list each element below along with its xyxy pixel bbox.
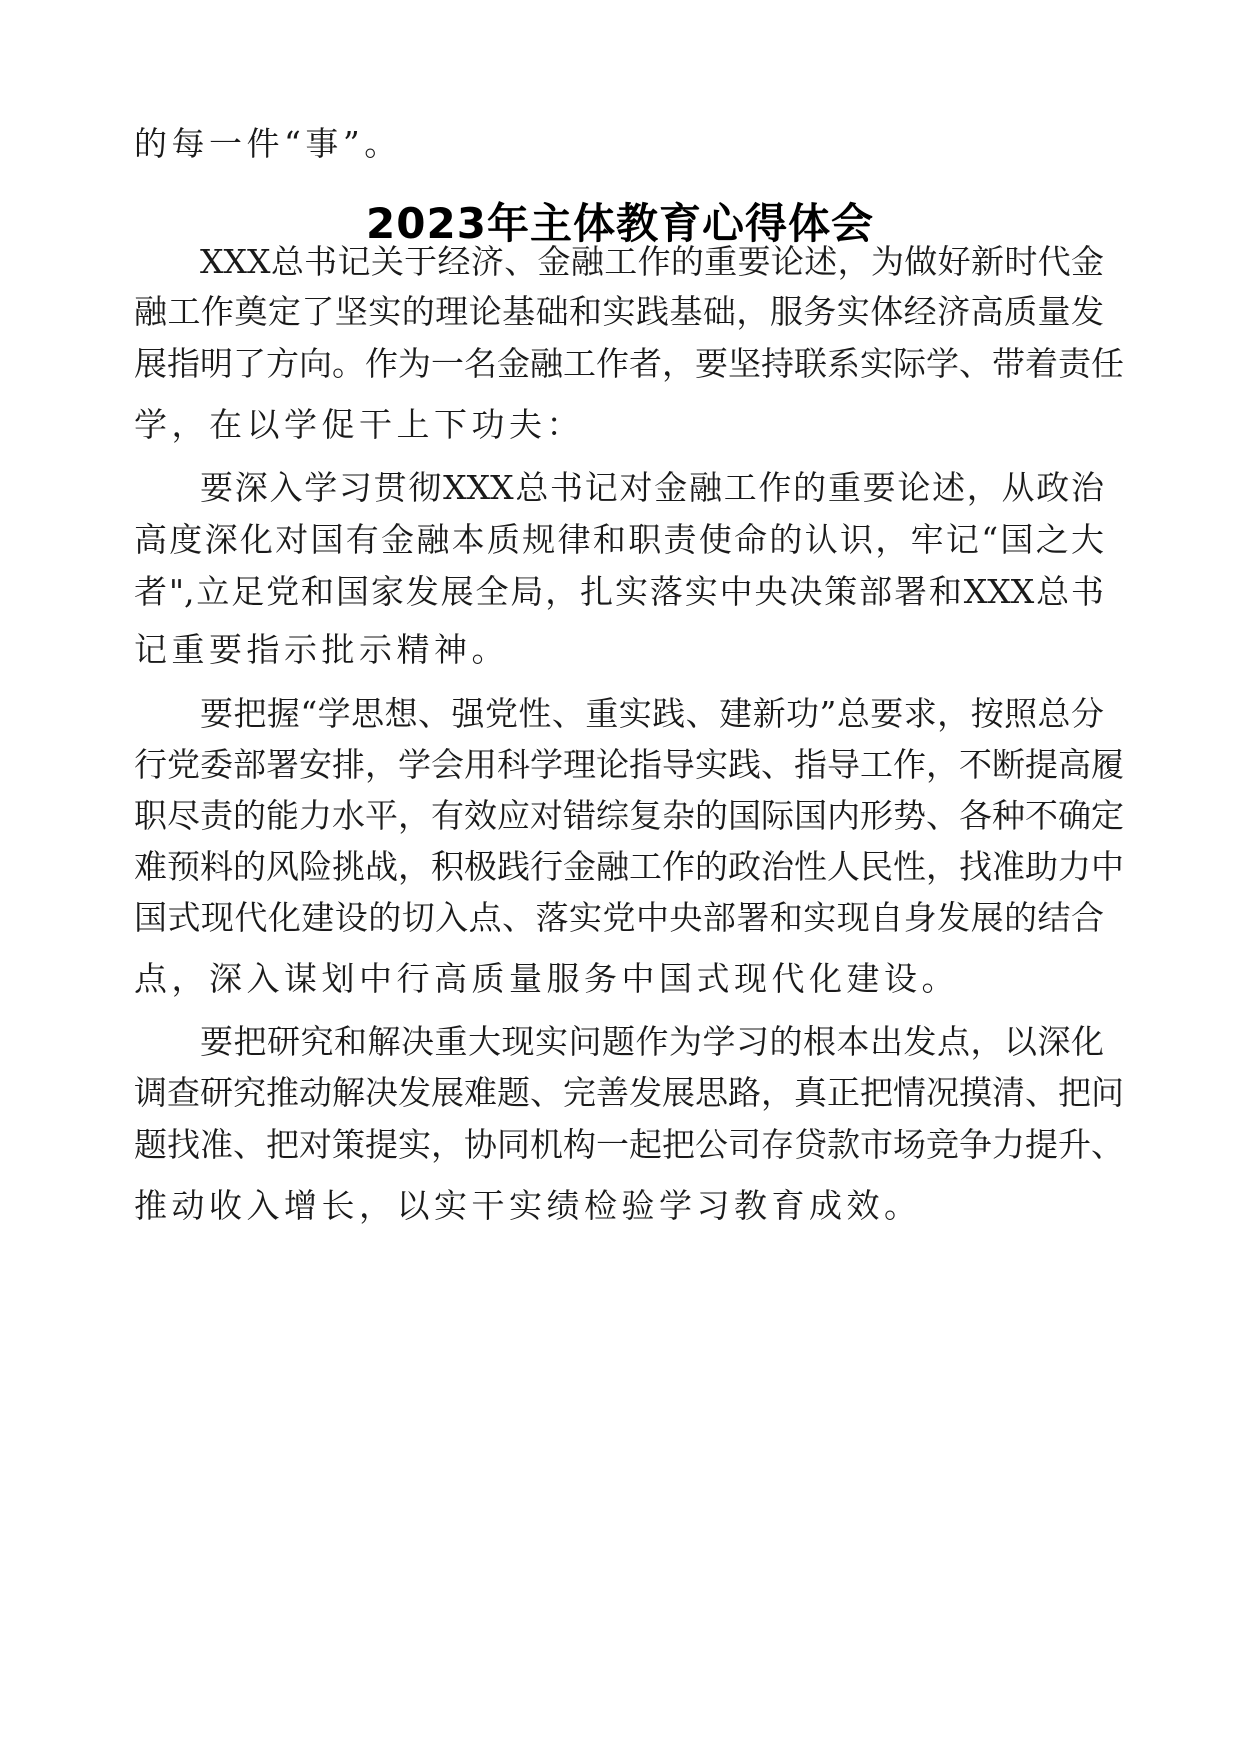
paragraph-line: 行党委部署安排，学会用科学理论指导实践、指导工作，不断提高履: [134, 745, 1124, 784]
paragraph-line: 题找准、把对策提实，协同机构一起把公司存贷款市场竞争力提升、: [134, 1125, 1124, 1164]
paragraph-line: 点，深入谋划中行高质量服务中国式现代化建设。: [134, 959, 959, 998]
document-title: 2023年主体教育心得体会: [366, 199, 874, 248]
paragraph-line: 要把研究和解决重大现实问题作为学习的根本出发点，以深化: [200, 1022, 1104, 1061]
paragraph-line: 者",立足党和国家发展全局，扎实落实中央决策部署和XXX总书: [134, 572, 1104, 611]
paragraph-line: XXX总书记关于经济、金融工作的重要论述，为做好新时代金: [200, 242, 1104, 281]
paragraph-line: 推动收入增长，以实干实绩检验学习教育成效。: [134, 1186, 922, 1225]
carryover-line: 的每一件“事”。: [134, 124, 402, 163]
paragraph-line: 展指明了方向。作为一名金融工作者，要坚持联系实际学、带着责任: [134, 344, 1124, 383]
paragraph-line: 调查研究推动解决发展难题、完善发展思路，真正把情况摸清、把问: [134, 1073, 1124, 1112]
paragraph-line: 难预料的风险挑战，积极践行金融工作的政治性人民性，找准助力中: [134, 847, 1124, 886]
paragraph-line: 记重要指示批示精神。: [134, 630, 509, 669]
paragraph-line: 学，在以学促干上下功夫：: [134, 405, 584, 444]
paragraph-line: 国式现代化建设的切入点、落实党中央部署和实现自身发展的结合: [134, 898, 1104, 937]
paragraph-line: 要把握“学思想、强党性、重实践、建新功”总要求，按照总分: [200, 694, 1104, 733]
paragraph-line: 要深入学习贯彻XXX总书记对金融工作的重要论述，从政治: [200, 468, 1104, 507]
paragraph-line: 融工作奠定了坚实的理论基础和实践基础，服务实体经济高质量发: [134, 292, 1104, 331]
paragraph-line: 高度深化对国有金融本质规律和职责使命的认识，牢记“国之大: [134, 520, 1104, 559]
paragraph-line: 职尽责的能力水平，有效应对错综复杂的国际国内形势、各种不确定: [134, 796, 1124, 835]
